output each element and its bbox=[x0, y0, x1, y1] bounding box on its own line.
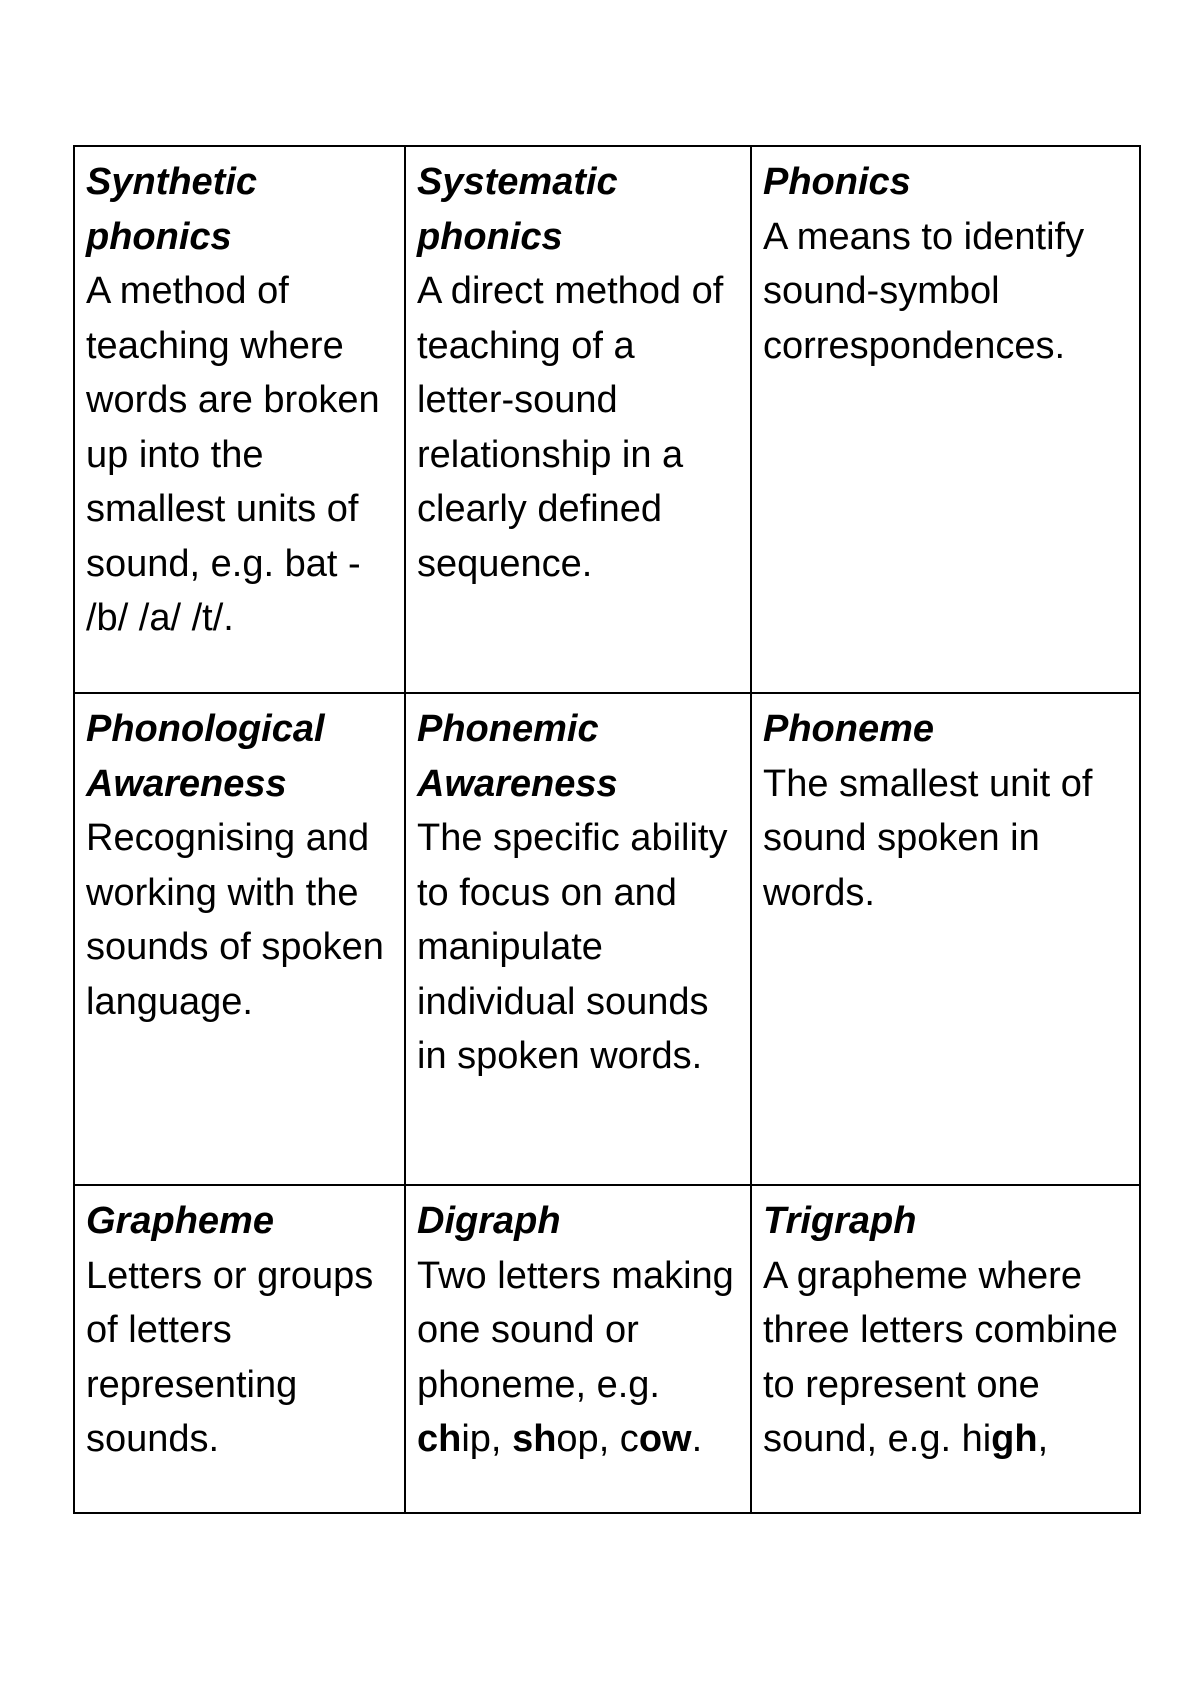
definition-text: The smallest unit of sound spoken in words. bbox=[763, 762, 1093, 914]
definition-text: op, c bbox=[556, 1418, 639, 1460]
definition-text: Two letters making one sound or phoneme, e.g. bbox=[417, 1254, 734, 1406]
term-definition bbox=[86, 1249, 396, 1467]
glossary-page bbox=[73, 145, 1139, 1512]
term-heading: Phonemic Awareness bbox=[417, 708, 618, 805]
term-heading: Phoneme bbox=[763, 708, 935, 750]
term-heading: Phonological Awareness bbox=[86, 708, 325, 805]
definition-text: A means to identify sound-symbol correspondences. bbox=[763, 215, 1085, 367]
term-definition bbox=[417, 264, 742, 591]
table-row bbox=[74, 693, 1140, 1185]
term-definition bbox=[763, 210, 1131, 374]
definition-text: ip, bbox=[461, 1418, 513, 1460]
term-definition bbox=[86, 811, 396, 1029]
definition-text: A method of teaching where words are broken up into the smallest units of sound, e.g. bat - /b/ /a/ /t/. bbox=[86, 270, 380, 639]
term-definition bbox=[417, 1249, 742, 1467]
definition-text: A grapheme where three letters combine to represent one sound, e.g. hi bbox=[763, 1254, 1118, 1460]
term-heading: Synthetic phonics bbox=[86, 161, 258, 258]
definition-emphasis: ow bbox=[638, 1418, 692, 1460]
definition-emphasis: sh bbox=[512, 1418, 557, 1460]
definition-text: Letters or groups of letters representing sounds. bbox=[86, 1254, 374, 1460]
glossary-cell-digraph bbox=[405, 1185, 751, 1513]
term-definition bbox=[86, 264, 396, 646]
term-definition bbox=[763, 757, 1131, 921]
glossary-cell-phoneme bbox=[751, 693, 1140, 1185]
table-row bbox=[74, 1185, 1140, 1513]
glossary-cell-systematic-phonics bbox=[405, 146, 751, 693]
definition-emphasis: gh bbox=[991, 1418, 1038, 1460]
term-definition bbox=[417, 811, 742, 1084]
glossary-cell-trigraph bbox=[751, 1185, 1140, 1513]
term-heading: Trigraph bbox=[763, 1200, 917, 1242]
table-row bbox=[74, 146, 1140, 693]
term-heading: Grapheme bbox=[86, 1200, 274, 1242]
term-heading: Systematic phonics bbox=[417, 161, 618, 258]
definition-text: , bbox=[1037, 1418, 1049, 1460]
term-definition bbox=[763, 1249, 1131, 1467]
definition-text: Recognising and working with the sounds of spoken language. bbox=[86, 817, 384, 1023]
definition-emphasis: ch bbox=[417, 1418, 462, 1460]
definition-text: . bbox=[691, 1418, 703, 1460]
term-heading: Digraph bbox=[417, 1200, 561, 1242]
definition-text: The specific ability to focus on and manipulate individual sounds in spoken words. bbox=[417, 817, 728, 1077]
glossary-cell-synthetic-phonics bbox=[74, 146, 405, 693]
definition-text: A direct method of teaching of a letter-sound relationship in a clearly defined sequence. bbox=[417, 270, 724, 585]
term-heading: Phonics bbox=[763, 161, 911, 203]
glossary-cell-phonics bbox=[751, 146, 1140, 693]
glossary-cell-phonemic-awareness bbox=[405, 693, 751, 1185]
phonics-glossary-table bbox=[73, 145, 1141, 1514]
glossary-cell-phonological-awareness bbox=[74, 693, 405, 1185]
glossary-cell-grapheme bbox=[74, 1185, 405, 1513]
